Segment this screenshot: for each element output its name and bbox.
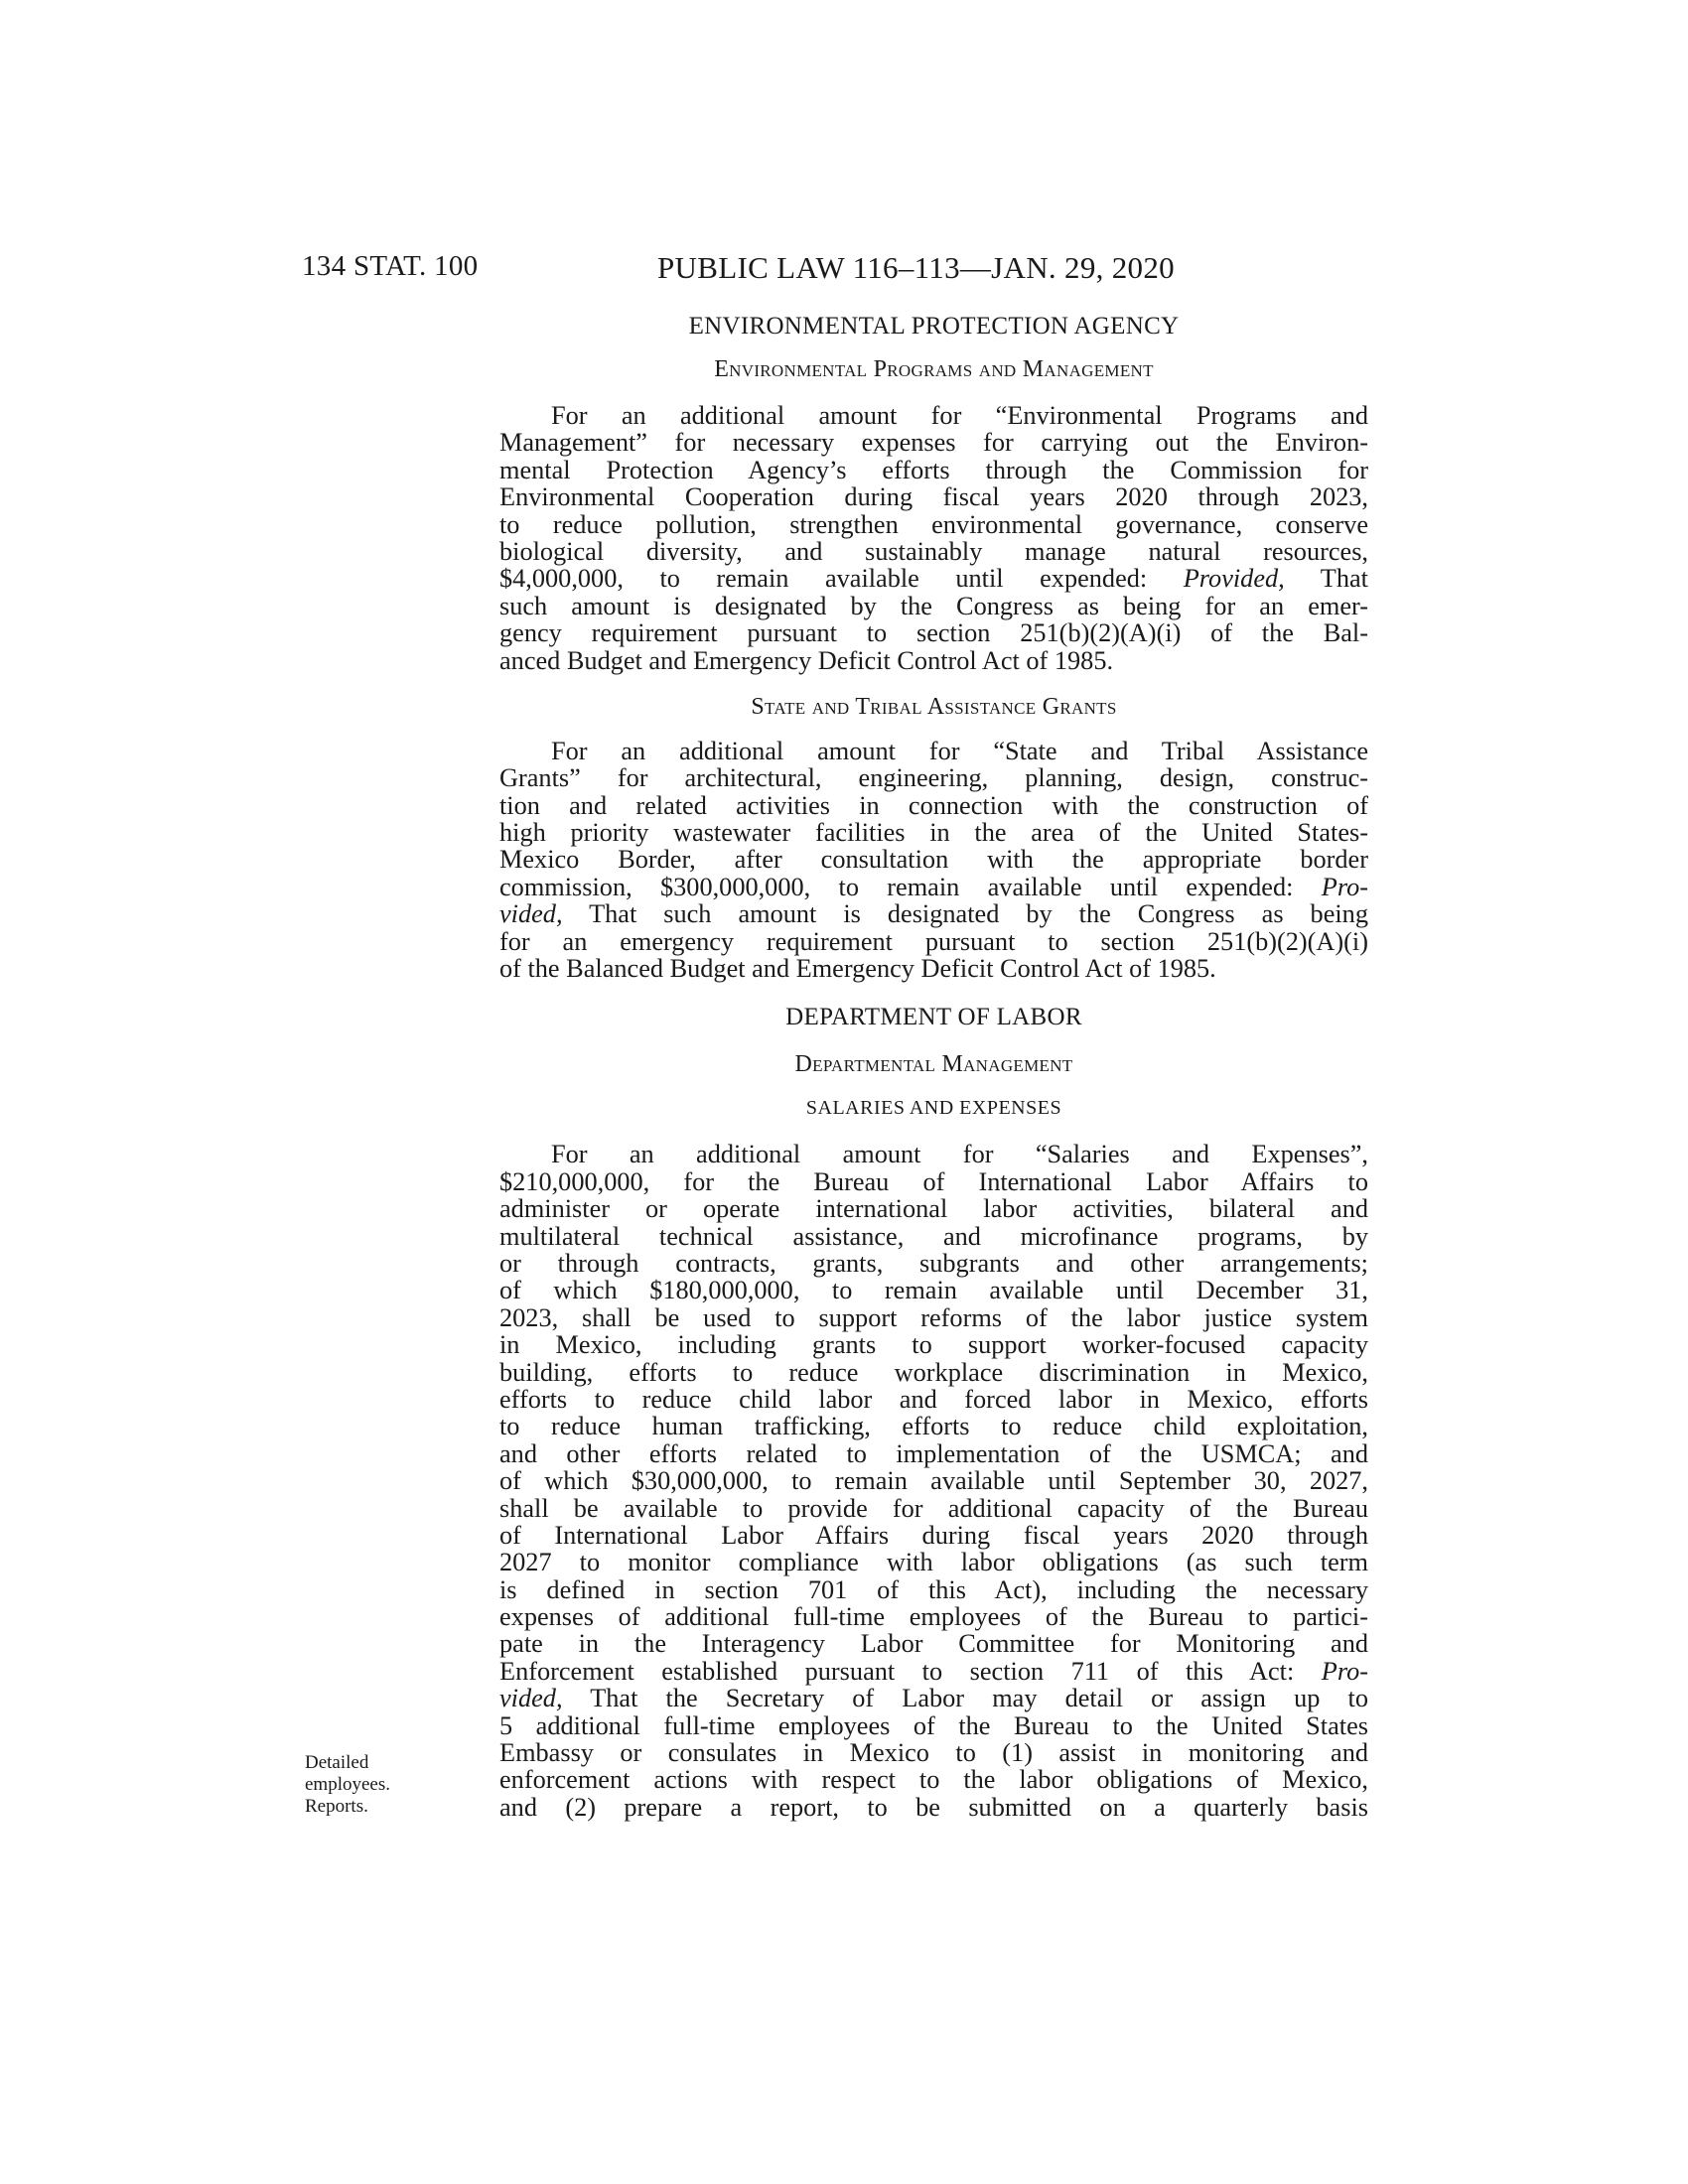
text-line: is defined in section 701 of this Act), including the necessary [499,1574,1368,1604]
text-line: building, efforts to reduce workplace discrimination in Mexico, [499,1357,1368,1387]
text-line: $4,000,000, to remain available until expended: Provided, That [499,564,1368,594]
running-head [302,250,1369,290]
text-line: and other efforts related to implementation of the USMCA; and [499,1438,1368,1468]
heading-departmental-management: Departmental Management [794,1051,1073,1078]
text-line: $210,000,000, for the Bureau of International Labor Affairs to [499,1166,1368,1196]
text-line: of which $180,000,000, to remain available until December 31, [499,1276,1368,1305]
text-line: For an additional amount for “Environmental Programs and [551,401,1368,430]
margin-note-line: employees. [305,1774,391,1795]
heading-labor: DEPARTMENT OF LABOR [785,1004,1082,1031]
heading-epa: ENVIRONMENTAL PROTECTION AGENCY [688,313,1180,340]
text-line: 2023, shall be used to support reforms of the labor justice system [499,1302,1368,1332]
text-line: enforcement actions with respect to the labor obligations of Mexico, [499,1765,1368,1795]
heading-salaries-expenses: SALARIES AND EXPENSES [805,1097,1062,1120]
text-line: of which $30,000,000, to remain available until September 30, 2027, [499,1466,1368,1496]
text-line: multilateral technical assistance, and microfinance programs, by [499,1221,1368,1251]
text-line: vided, That the Secretary of Labor may detail or assign up to [499,1684,1368,1713]
text-line: Mexico Border, after consultation with the appropriate border [499,845,1368,875]
text-line: to reduce human trafficking, efforts to reduce child exploitation, [499,1412,1368,1441]
paragraph-env-programs [499,402,1368,674]
text-line: tion and related activities in connection with the construction of [499,790,1368,820]
text-line: Embassy or consulates in Mexico to (1) assist in monitoring and [499,1738,1368,1768]
margin-note [305,1752,444,1818]
text-line: Environmental Cooperation during fiscal years 2020 through 2023, [499,482,1368,512]
paragraph-salaries-expenses [499,1141,1368,1821]
text-line: For an additional amount for “Salaries and Expenses”, [551,1140,1368,1169]
text-line: for an emergency requirement pursuant to section 251(b)(2)(A)(i) [499,926,1368,956]
text-line: commission, $300,000,000, to remain available until expended: Pro- [499,872,1369,901]
text-line: vided, That such amount is designated by the Congress as being [499,899,1368,929]
text-line: of International Labor Affairs during fiscal years 2020 through [499,1520,1368,1550]
text-line: in Mexico, including grants to support worker-focused capacity [499,1330,1368,1360]
text-line: mental Protection Agency’s efforts through the Commission for [499,455,1368,484]
text-line: 2027 to monitor compliance with labor obligations (as such term [499,1548,1368,1577]
text-line: Enforcement established pursuant to section 711 of this Act: Pro- [499,1656,1369,1686]
text-column [499,313,1368,1821]
text-line: such amount is designated by the Congress as being for an emer- [499,591,1368,620]
text-line: efforts to reduce child labor and forced labor in Mexico, efforts [499,1384,1368,1414]
text-line: shall be available to provide for additional capacity of the Bureau [499,1493,1368,1523]
text-line: For an additional amount for “State and Tribal Assistance [551,736,1368,765]
text-line: anced Budget and Emergency Deficit Control Act of 1985. [499,645,1114,675]
text-line: pate in the Interagency Labor Committee for Monitoring and [499,1629,1368,1659]
text-line: administer or operate international labor activities, bilateral and [499,1194,1368,1224]
public-law-header: PUBLIC LAW 116–113—JAN. 29, 2020 [657,250,1175,285]
text-line: to reduce pollution, strengthen environmental governance, conserve [499,509,1368,539]
stat-reference: 134 STAT. 100 [302,250,479,282]
text-line: expenses of additional full-time employees of the Bureau to partici- [499,1602,1368,1632]
heading-env-programs: Environmental Programs and Management [714,356,1154,382]
text-line: Management” for necessary expenses for carrying out the Environ- [499,428,1368,458]
text-line: Grants” for architectural, engineering, planning, design, construc- [499,763,1368,793]
margin-note-line: Reports. [305,1796,368,1817]
heading-state-tribal: State and Tribal Assistance Grants [751,693,1117,720]
paragraph-state-tribal [499,738,1368,983]
text-line: and (2) prepare a report, to be submitted on a quarterly basis [499,1792,1368,1822]
text-line: or through contracts, grants, subgrants and other arrangements; [499,1248,1368,1278]
text-line: of the Balanced Budget and Emergency Deficit Control Act of 1985. [499,954,1216,984]
text-line: 5 additional full-time employees of the Bureau to the United States [499,1710,1368,1740]
text-line: gency requirement pursuant to section 251(b)(2)(A)(i) of the Bal- [499,618,1368,648]
text-line: high priority wastewater facilities in the area of the United States- [499,818,1368,848]
margin-note-line: Detailed [305,1752,369,1773]
text-line: biological diversity, and sustainably manage natural resources, [499,536,1368,566]
